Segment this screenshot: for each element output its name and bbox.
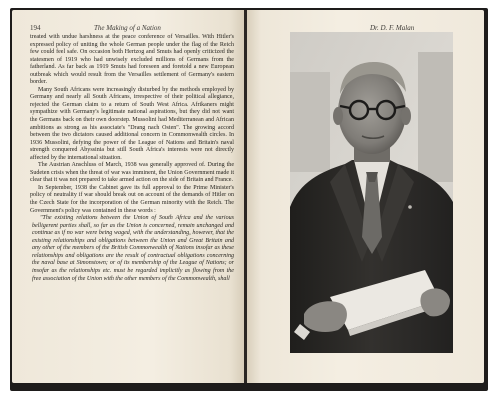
right-ear (401, 107, 411, 125)
portrait-photograph (290, 32, 453, 353)
left-running-head: The Making of a Nation (94, 24, 161, 32)
background-window (418, 52, 453, 182)
right-page (247, 10, 484, 383)
body-text (30, 34, 234, 283)
open-book (10, 8, 488, 391)
background-window (290, 72, 330, 172)
portrait-illustration (290, 32, 453, 353)
paragraph: Many South Africans were increasingly disturbed by the methods employed by Germany and nearly all South Africans, irrespective of their political allegiance, rejected the German claim to a return of South West Africa. Afrikaners might sympathize with Germany's legitimate national aspirations, but they did not want the Germans back on their own doorstep. Mussolini had Mediterranean and African ambitions as strong as his associate's "Drang nach Osten". The growing accord between the two dictators caused additional concern in Commonwealth circles. In 1936 Mussolini, defying the power of the League of Nations and Britain's naval strength conquered Abyssinia but still South Africa's interests were not directly affected by the international situation. (30, 86, 234, 161)
right-running-head: Dr. D. F. Malan (370, 24, 415, 32)
paragraph: The Austrian Anschluss of March, 1938 was generally approved of. During the Sudeten crisis when the threat of war was imminent, the Union Government made it clear that it was not prepared to take armed action on the side of Britain and France. (30, 162, 234, 184)
lapel-pin (408, 205, 412, 209)
quoted-statement: "The existing relations between the Union of South Africa and the various belligerent parties shall, so far as the Union is concerned, remain unchanged and continue as if no war were being waged, with the understanding, however, that the existing relationships and obligations between the Union and Great Britain and any other of the members of the British Commonwealth of Nations insofar as these relationships and obligations are the result of contractual obligations concerning the naval base at Simonstown; or of its membership of the League of Nations; or insofar as the relationships etc. must be regarded implicitly as flowing from the free association of the Union with the other members of the Commonwealth, shall (32, 215, 234, 282)
paragraph: treated with undue harshness at the peace conference of Versailles. With Hitler's expressed policy of uniting the whole German people under the flag of the Reich few could feel safe. On occasion both Hertzog and Smuts had openly criticized the statesmen of 1919 who had unwisely excluded millions of Germans from the fatherland. As far back as 1919 Smuts had foreseen and foretold a new European outbreak which would result from the Versailles settlement of Germany's eastern border. (30, 34, 234, 86)
page-number: 194 (30, 24, 41, 32)
left-ear (333, 107, 343, 125)
left-page (12, 10, 244, 383)
paragraph: In September, 1938 the Cabinet gave its full approval to the Prime Minister's policy of neutrality if war should break out on account of the demands of Hitler on the Czech State for the incorporation of the German minority with the Reich. The Government's policy was contained in these words : (30, 184, 234, 214)
